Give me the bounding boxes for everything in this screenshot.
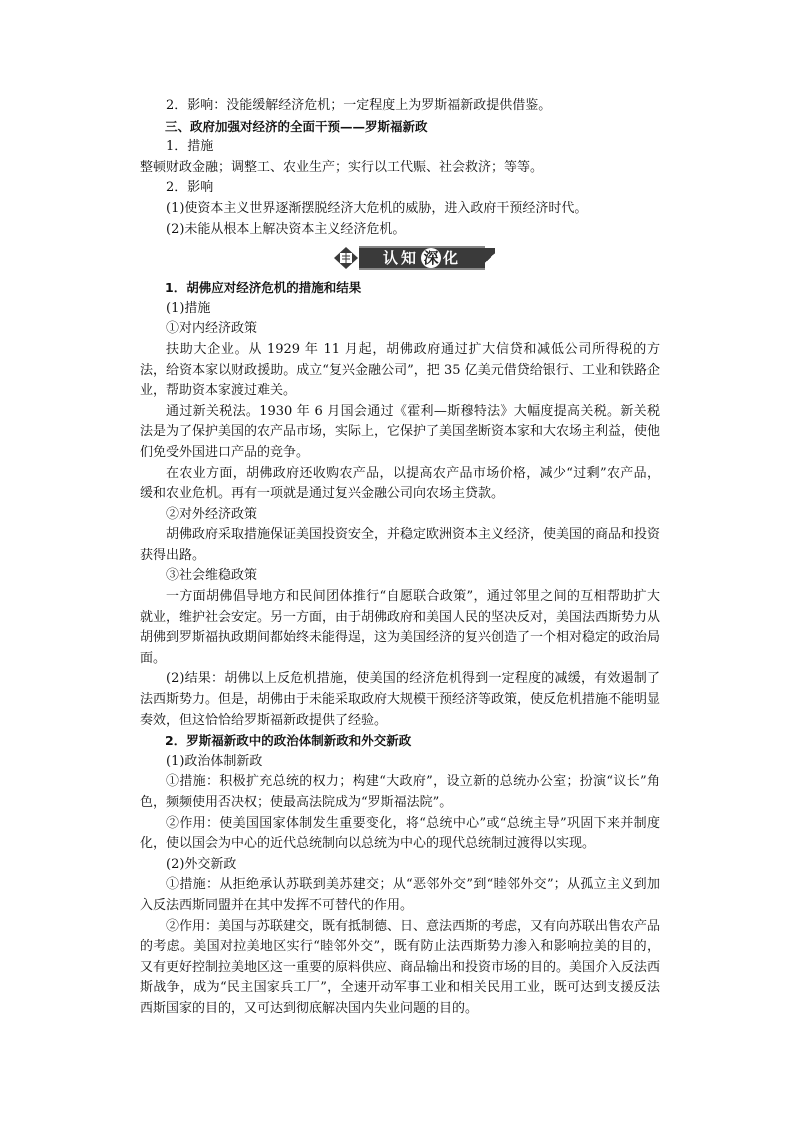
subheading: ③社会维稳政策: [166, 568, 258, 584]
section-heading: 2．罗斯福新政中的政治体制新政和外交新政: [165, 733, 412, 749]
paragraph: 一方面胡佛倡导地方和民间团体推行“自愿联合政策”，通过邻里之间的互相帮助扩大就业，维护社会安定。另一方面，由于胡佛政府和美国人民的坚决反对，美国法西斯势力从胡佛到罗斯福执政期间都始终未能得逞，这为美国经济的复兴创造了一个相对稳定的政治局面。: [140, 589, 661, 666]
paragraph: 在农业方面，胡佛政府还收购农产品，以提高农产品市场价格，减少“过剩”农产品，缓和农业危机。再有一项就是通过复兴金融公司向农场主贷款。: [140, 465, 660, 502]
paragraph: 胡佛政府采取措施保证美国投资安全，并稳定欧洲资本主义经济，使美国的商品和投资获得出路。: [140, 527, 661, 563]
paragraph: ②作用：美国与苏联建交，既有抵制德、日、意法西斯的考虑，又有向苏联出售农产品的考虑。美国对拉美地区实行“睦邻外交”，既有防止法西斯势力渗入和影响拉美的目的，又有更好控制拉美地区这一重要的原料供应、商品输出和投资市场的目的。美国介入反法西斯战争，成为“民主国家兵工厂”，全速开动军事工业和相关民用工业，既可达到支援反法西斯国家的目的，又可达到彻底解决国内失业问题的目的。: [140, 918, 661, 1016]
subheading: (2)外交新政: [166, 856, 237, 872]
section-banner: [140, 244, 660, 274]
book-icon: [333, 246, 359, 270]
banner-title: [359, 246, 485, 270]
banner-tail: [485, 248, 495, 268]
banner-text-post: 化: [443, 248, 462, 267]
paragraph: 扶助大企业。从 1929 年 11 月起，胡佛政府通过扩大信贷和减低公司所得税的方法，给资本家以财政援助。成立“复兴金融公司”，把 35 亿美元借贷给银行、工业和铁路企业，帮助资本家渡过难关。: [140, 341, 660, 399]
section-heading: 1．胡佛应对经济危机的措施和结果: [165, 280, 362, 296]
subheading: ①对内经济政策: [166, 321, 258, 337]
text-line: (2)未能从根本上解决资本主义经济危机。: [166, 221, 406, 237]
text-line: (1)使资本主义世界逐渐摆脱经济大危机的威胁，进入政府干预经济时代。: [166, 200, 588, 216]
text-line: 2．影响：没能缓解经济危机；一定程度上为罗斯福新政提供借鉴。: [166, 98, 552, 113]
document-page: [140, 96, 660, 1020]
banner-box: [333, 246, 485, 270]
paragraph: ①措施：积极扩充总统的权力；构建“大政府”，设立新的总统办公室；扮演“议长”角色，频频使用否决权；使最高法院成为“罗斯福法院”。: [140, 774, 660, 810]
paragraph: 通过新关税法。1930 年 6 月国会通过《霍利—斯穆特法》大幅度提高关税。新关税法是为了保护美国的农产品市场，实际上，它保护了美国垄断资本家和大农场主利益，使他们免受外国进口产品的竞争。: [140, 403, 661, 460]
banner-text-circle: 深: [421, 248, 441, 268]
banner-text-pre: 认知: [382, 248, 419, 267]
subheading: ②对外经济政策: [166, 506, 258, 522]
paragraph: ①措施：从拒绝承认苏联到美苏建交；从“恶邻外交”到“睦邻外交”；从孤立主义到加入反法西斯同盟并在其中发挥不可替代的作用。: [140, 877, 660, 913]
paragraph: (2)结果：胡佛以上反危机措施，使美国的经济危机得到一定程度的减缓，有效遏制了法西斯势力。但是，胡佛由于未能采取政府大规模干预经济等政策，使反危机措施不能明显奏效，但这恰恰给罗斯福新政提供了经验。: [140, 671, 661, 728]
subheading: 2．影响: [166, 180, 214, 196]
subheading: 1．措施: [166, 139, 214, 155]
subheading: (1)政治体制新政: [166, 753, 263, 769]
section-heading: 三、政府加强对经济的全面干预——罗斯福新政: [165, 118, 428, 134]
text-line: 整顿财政金融；调整工、农业生产；实行以工代赈、社会救济；等等。: [140, 159, 544, 175]
subheading: (1)措施: [166, 300, 211, 316]
paragraph: ②作用：使美国国家体制发生重要变化，将“总统中心”或“总统主导”巩固下来并制度化，使以国会为中心的近代总统制向以总统为中心的现代总统制过渡得以实现。: [140, 815, 660, 852]
